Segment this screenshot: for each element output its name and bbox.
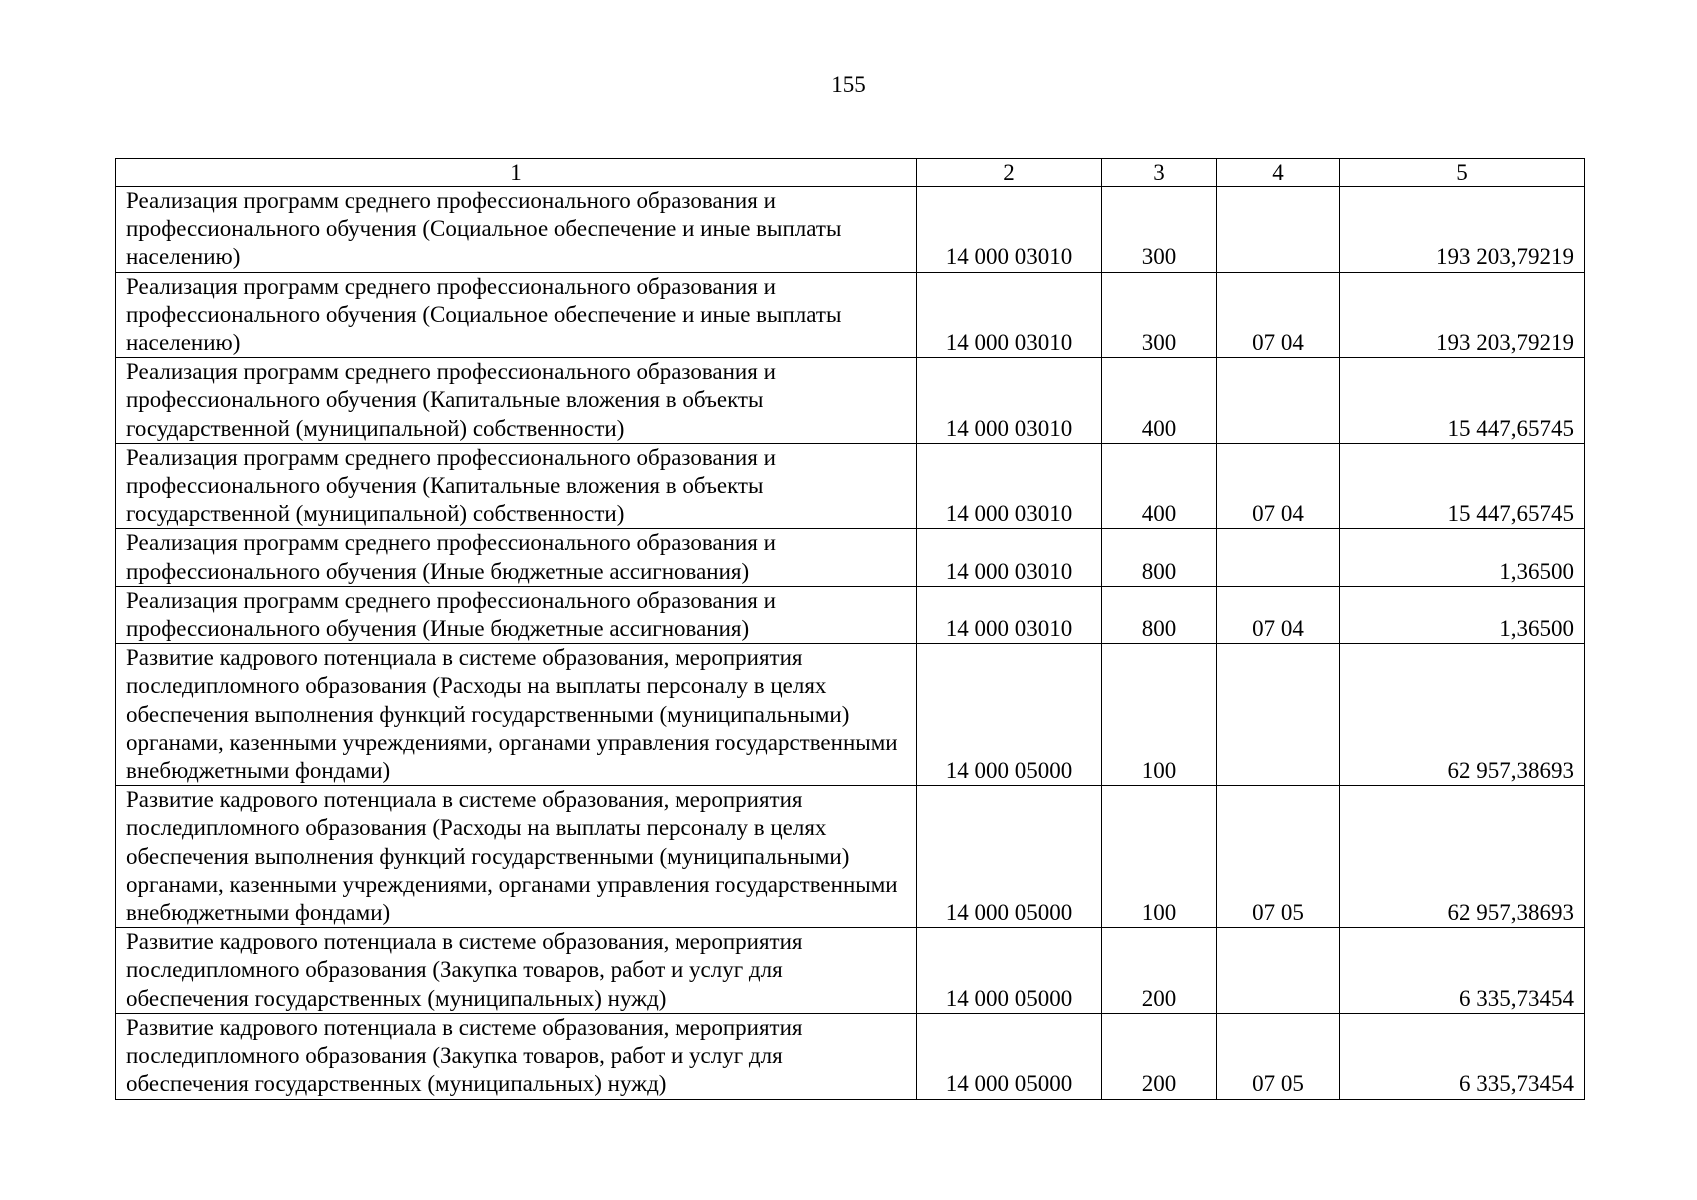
table-row (116, 358, 1585, 444)
table-row (116, 644, 1585, 786)
table-row (116, 272, 1585, 358)
row-expense-type: 300 (1102, 187, 1217, 273)
table-row (116, 443, 1585, 529)
row-expense-type: 100 (1102, 786, 1217, 928)
header-col-4: 4 (1217, 159, 1340, 187)
table-header (116, 159, 1585, 187)
row-sum: 6 335,73454 (1340, 1013, 1585, 1099)
row-sum: 193 203,79219 (1340, 187, 1585, 273)
header-col-3: 3 (1102, 159, 1217, 187)
row-sum: 193 203,79219 (1340, 272, 1585, 358)
header-col-2: 2 (917, 159, 1102, 187)
row-name: Реализация программ среднего профессионального образования и профессионального обучения (Капитальные вложения в объекты государственной (муниципальной) собственности) (116, 358, 917, 444)
row-target-code: 14 000 05000 (917, 1013, 1102, 1099)
row-section: 07 05 (1217, 1013, 1340, 1099)
budget-table (115, 158, 1585, 1100)
row-section: 07 04 (1217, 586, 1340, 643)
row-sum: 62 957,38693 (1340, 644, 1585, 786)
row-target-code: 14 000 03010 (917, 586, 1102, 643)
row-target-code: 14 000 05000 (917, 644, 1102, 786)
row-name: Реализация программ среднего профессионального образования и профессионального обучения (Иные бюджетные ассигнования) (116, 586, 917, 643)
row-name: Развитие кадрового потенциала в системе образования, мероприятия последипломного образования (Закупка товаров, работ и услуг для обеспечения государственных (муниципальных) нужд) (116, 1013, 917, 1099)
row-sum: 15 447,65745 (1340, 358, 1585, 444)
row-sum: 6 335,73454 (1340, 928, 1585, 1014)
row-sum: 1,36500 (1340, 529, 1585, 586)
header-col-1: 1 (116, 159, 917, 187)
row-target-code: 14 000 05000 (917, 928, 1102, 1014)
row-expense-type: 200 (1102, 928, 1217, 1014)
row-sum: 62 957,38693 (1340, 786, 1585, 928)
table-row (116, 1013, 1585, 1099)
row-section: 07 04 (1217, 443, 1340, 529)
row-target-code: 14 000 03010 (917, 358, 1102, 444)
row-expense-type: 100 (1102, 644, 1217, 786)
row-name: Развитие кадрового потенциала в системе образования, мероприятия последипломного образования (Закупка товаров, работ и услуг для обеспечения государственных (муниципальных) нужд) (116, 928, 917, 1014)
row-section (1217, 187, 1340, 273)
row-name: Реализация программ среднего профессионального образования и профессионального обучения (Капитальные вложения в объекты государственной (муниципальной) собственности) (116, 443, 917, 529)
table-body (116, 187, 1585, 1100)
row-name: Развитие кадрового потенциала в системе образования, мероприятия последипломного образования (Расходы на выплаты персоналу в целях обеспечения выполнения функций государственными (муниципальными) органами, казенными учреждениями, органами управления государственными внебюджетными фондами) (116, 786, 917, 928)
row-section (1217, 644, 1340, 786)
row-expense-type: 400 (1102, 443, 1217, 529)
row-target-code: 14 000 03010 (917, 443, 1102, 529)
row-section (1217, 529, 1340, 586)
row-expense-type: 200 (1102, 1013, 1217, 1099)
table-row (116, 586, 1585, 643)
row-target-code: 14 000 05000 (917, 786, 1102, 928)
row-name: Реализация программ среднего профессионального образования и профессионального обучения (Социальное обеспечение и иные выплаты населению) (116, 272, 917, 358)
row-section: 07 04 (1217, 272, 1340, 358)
row-target-code: 14 000 03010 (917, 529, 1102, 586)
row-expense-type: 800 (1102, 586, 1217, 643)
row-section (1217, 358, 1340, 444)
row-section: 07 05 (1217, 786, 1340, 928)
row-section (1217, 928, 1340, 1014)
row-name: Реализация программ среднего профессионального образования и профессионального обучения (Иные бюджетные ассигнования) (116, 529, 917, 586)
header-row (116, 159, 1585, 187)
row-target-code: 14 000 03010 (917, 272, 1102, 358)
table-row (116, 187, 1585, 273)
row-target-code: 14 000 03010 (917, 187, 1102, 273)
table-row (116, 786, 1585, 928)
table-row (116, 928, 1585, 1014)
row-sum: 15 447,65745 (1340, 443, 1585, 529)
row-expense-type: 800 (1102, 529, 1217, 586)
row-sum: 1,36500 (1340, 586, 1585, 643)
row-name: Развитие кадрового потенциала в системе образования, мероприятия последипломного образования (Расходы на выплаты персоналу в целях обеспечения выполнения функций государственными (муниципальными) органами, казенными учреждениями, органами управления государственными внебюджетными фондами) (116, 644, 917, 786)
row-expense-type: 400 (1102, 358, 1217, 444)
table-row (116, 529, 1585, 586)
row-expense-type: 300 (1102, 272, 1217, 358)
row-name: Реализация программ среднего профессионального образования и профессионального обучения (Социальное обеспечение и иные выплаты населению) (116, 187, 917, 273)
page-number: 155 (831, 72, 866, 97)
header-col-5: 5 (1340, 159, 1585, 187)
